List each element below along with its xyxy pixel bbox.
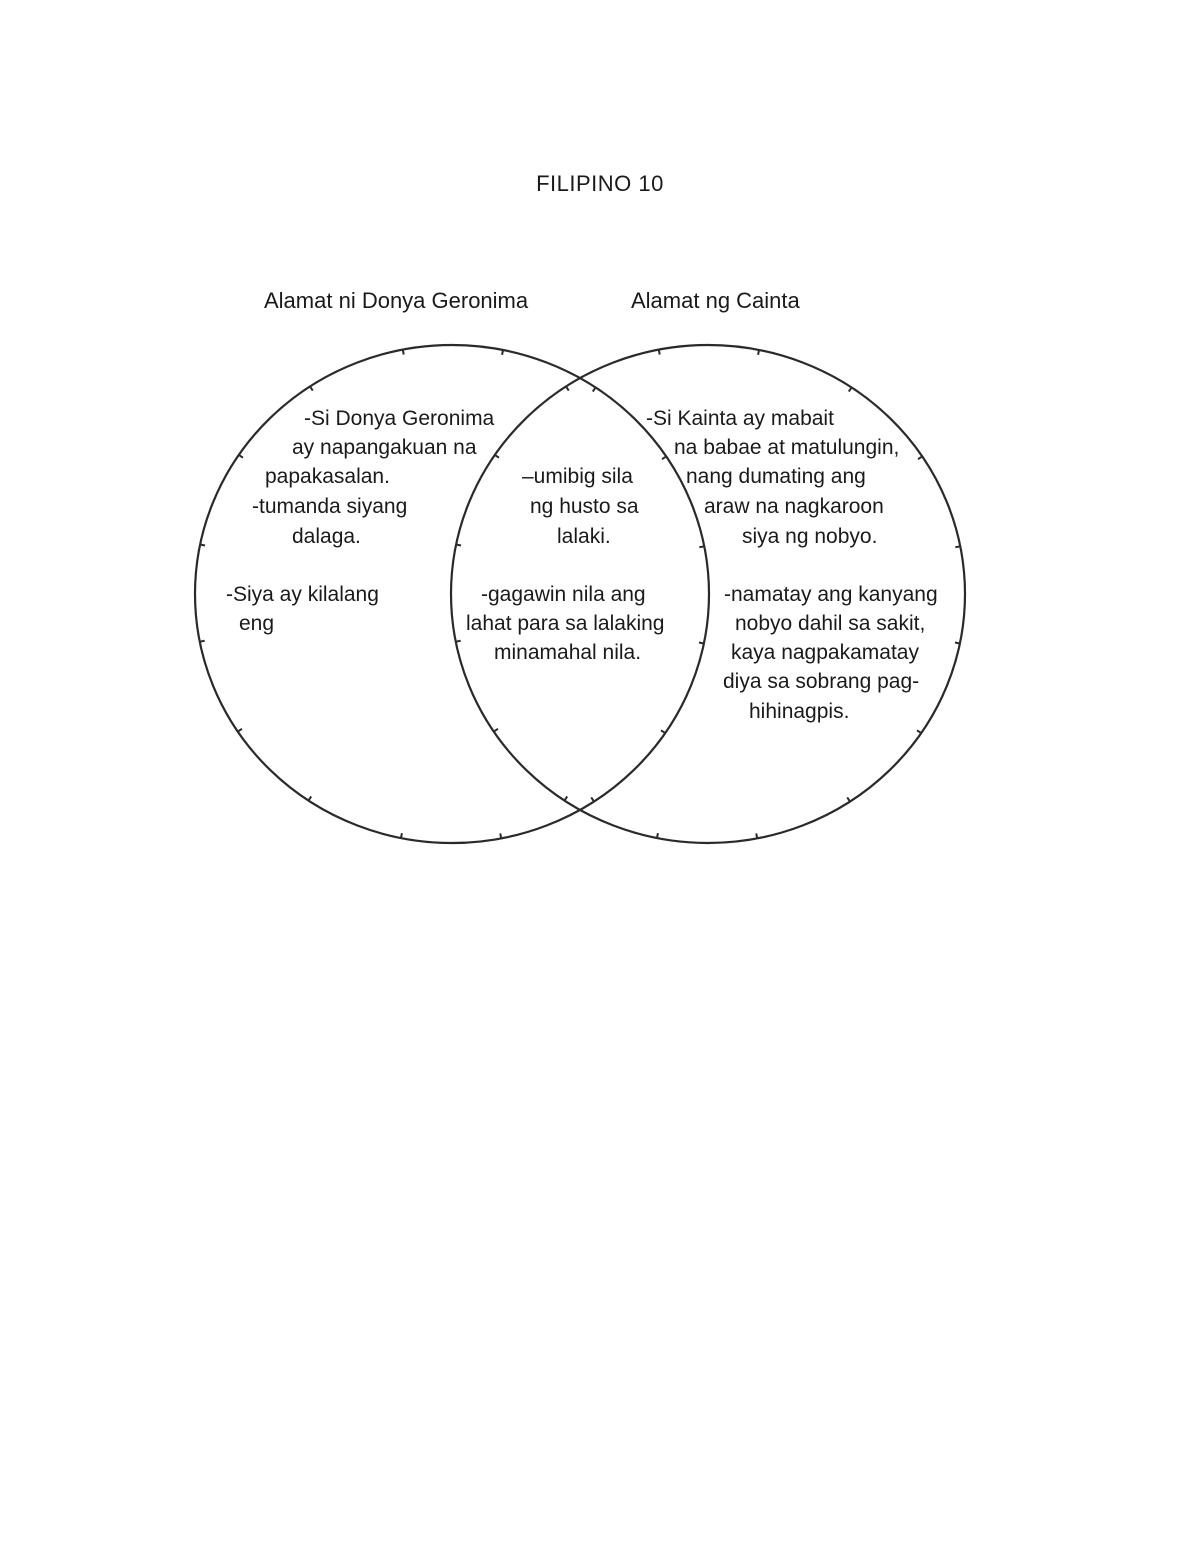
tick-mark [659, 350, 660, 355]
tick-mark [564, 796, 567, 800]
tick-mark [847, 797, 850, 801]
both-line-3: lalaki. [557, 525, 611, 548]
right-line-8: kaya nagpakamatay [731, 641, 919, 664]
left-line-2: ay napangakuan na [292, 436, 477, 459]
venn-right-label: Alamat ng Cainta [631, 288, 800, 313]
tick-mark [456, 545, 461, 546]
left-line-4: -tumanda siyang [252, 495, 408, 518]
tick-mark [849, 387, 852, 391]
left-line-3: papakasalan. [265, 465, 390, 488]
right-line-7: nobyo dahil sa sakit, [735, 612, 926, 635]
tick-mark [456, 641, 461, 642]
right-line-6: -namatay ang kanyang [724, 583, 938, 606]
tick-mark [238, 729, 242, 732]
tick-mark [403, 350, 404, 355]
tick-mark [917, 730, 921, 733]
right-line-2: na babae at matulungin, [674, 436, 900, 459]
left-line-1: -Si Donya Geronima [304, 407, 495, 430]
right-line-4: araw na nagkaroon [704, 495, 884, 518]
tick-mark [500, 833, 501, 838]
tick-mark [310, 386, 313, 390]
tick-mark [758, 350, 759, 355]
left-line-5: dalaga. [292, 525, 361, 548]
tick-mark [566, 386, 569, 390]
tick-mark [200, 641, 205, 642]
both-line-1: –umibig sila [522, 465, 633, 488]
venn-left-label: Alamat ni Donya Geronima [264, 288, 529, 313]
both-line-2: ng husto sa [530, 495, 639, 518]
tick-mark [495, 455, 499, 458]
left-line-7: eng [239, 612, 275, 635]
tick-mark [699, 546, 704, 547]
tick-mark [401, 833, 402, 838]
tick-mark [955, 642, 960, 643]
tick-mark [955, 546, 960, 547]
tick-mark [918, 456, 922, 459]
page-title: FILIPINO 10 [536, 171, 664, 196]
tick-mark [494, 729, 498, 732]
tick-mark [502, 350, 503, 355]
right-line-3: nang dumating ang [686, 465, 866, 488]
right-line-9: diya sa sobrang pag- [723, 670, 920, 693]
tick-mark [593, 387, 596, 391]
tick-mark [756, 833, 757, 838]
left-line-6: -Siya ay kilalang [226, 583, 379, 606]
both-line-4: -gagawin nila ang [481, 583, 646, 606]
tick-mark [657, 833, 658, 838]
both-line-5: lahat para sa lalaking [466, 612, 665, 635]
right-line-10: hihinagpis. [749, 700, 850, 723]
tick-mark [662, 456, 666, 459]
both-line-6: minamahal nila. [494, 641, 642, 664]
tick-mark [591, 797, 594, 801]
tick-mark [239, 455, 243, 458]
right-line-1: -Si Kainta ay mabait [646, 407, 834, 430]
tick-mark [699, 642, 704, 643]
tick-mark [661, 730, 665, 733]
tick-mark [308, 796, 311, 800]
right-line-5: siya ng nobyo. [742, 525, 878, 548]
tick-mark [200, 545, 205, 546]
